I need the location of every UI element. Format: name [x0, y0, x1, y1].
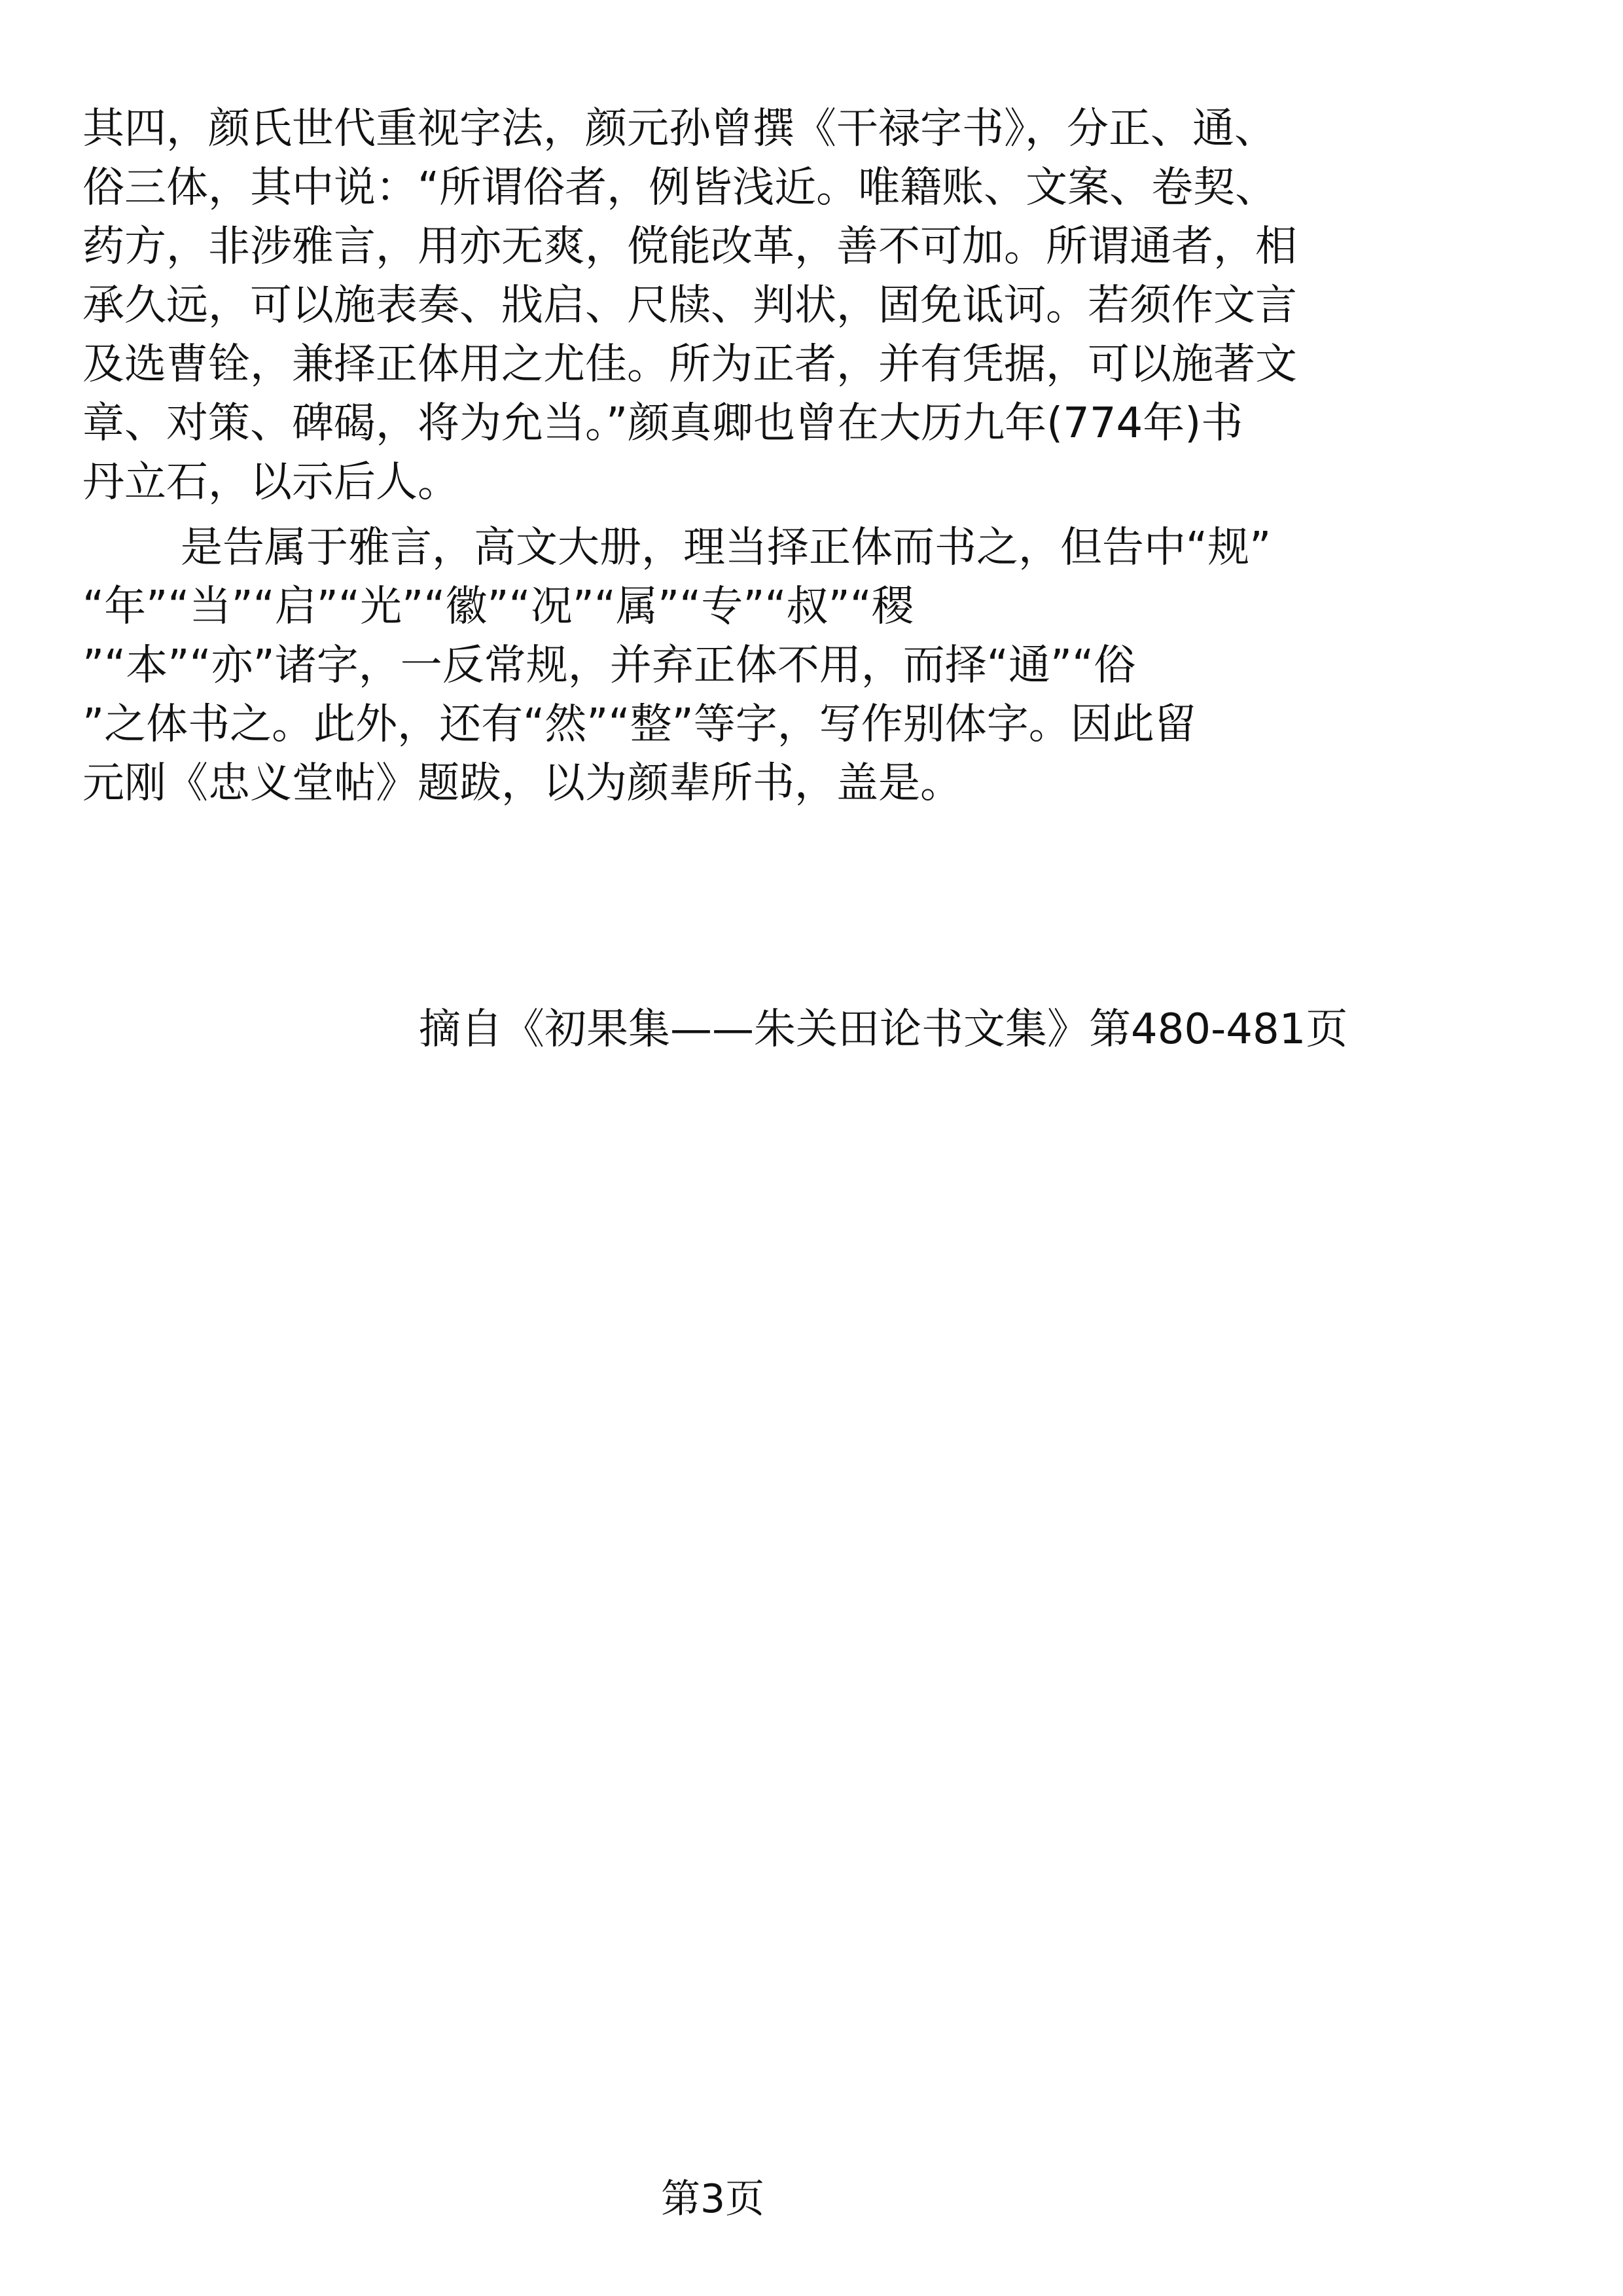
text-line: ”“本”“亦”诸字，一反常规，并弃正体不用，而择“通”“俗 — [82, 641, 1136, 690]
text-line: “年”“当”“启”“光”“徽”“况”“属”“专”“叔”“稷 — [82, 583, 914, 631]
page-number: 第3页 — [661, 2176, 765, 2222]
text-line: 药方，非涉雅言，用亦无爽，傥能改革，善不可加。所谓通者，相 — [82, 223, 1297, 271]
paragraph-2 — [82, 518, 1548, 813]
text-line: 其四，颜氏世代重视字法，颜元孙曾撰《干禄字书》，分正、通、 — [82, 105, 1276, 153]
text-line: 俗三体，其中说：“所谓俗者，例皆浅近。唯籍账、文案、卷契、 — [82, 164, 1277, 212]
paragraph-spacer — [82, 512, 1548, 518]
text-line: 元刚《忠义堂帖》题跋，以为颜辈所书，盖是。 — [82, 759, 962, 808]
text-line: ”之体书之。此外，还有“然”“整”等字，写作别体字。因此留 — [82, 700, 1196, 749]
body-text — [82, 99, 1548, 813]
text-line: 章、对策、碑碣，将为允当。”颜真卿也曾在大历九年(774年)书 — [82, 399, 1243, 448]
text-line: 承久远，可以施表奏、戕启、尺牍、判状，固免诋诃。若须作文言 — [82, 281, 1297, 330]
text-line: 及选曹铨，兼择正体用之尤佳。所为正者，并有凭据，可以施著文 — [82, 340, 1297, 389]
text-line: 丹立石，以示后人。 — [82, 458, 459, 507]
paragraph-1 — [82, 99, 1548, 512]
source-citation: 摘自《初果集——朱关田论书文集》第480-481页 — [419, 1005, 1348, 1054]
text-line: 是告属于雅言，高文大册，理当择正体而书之，但告中“规” — [181, 524, 1272, 572]
